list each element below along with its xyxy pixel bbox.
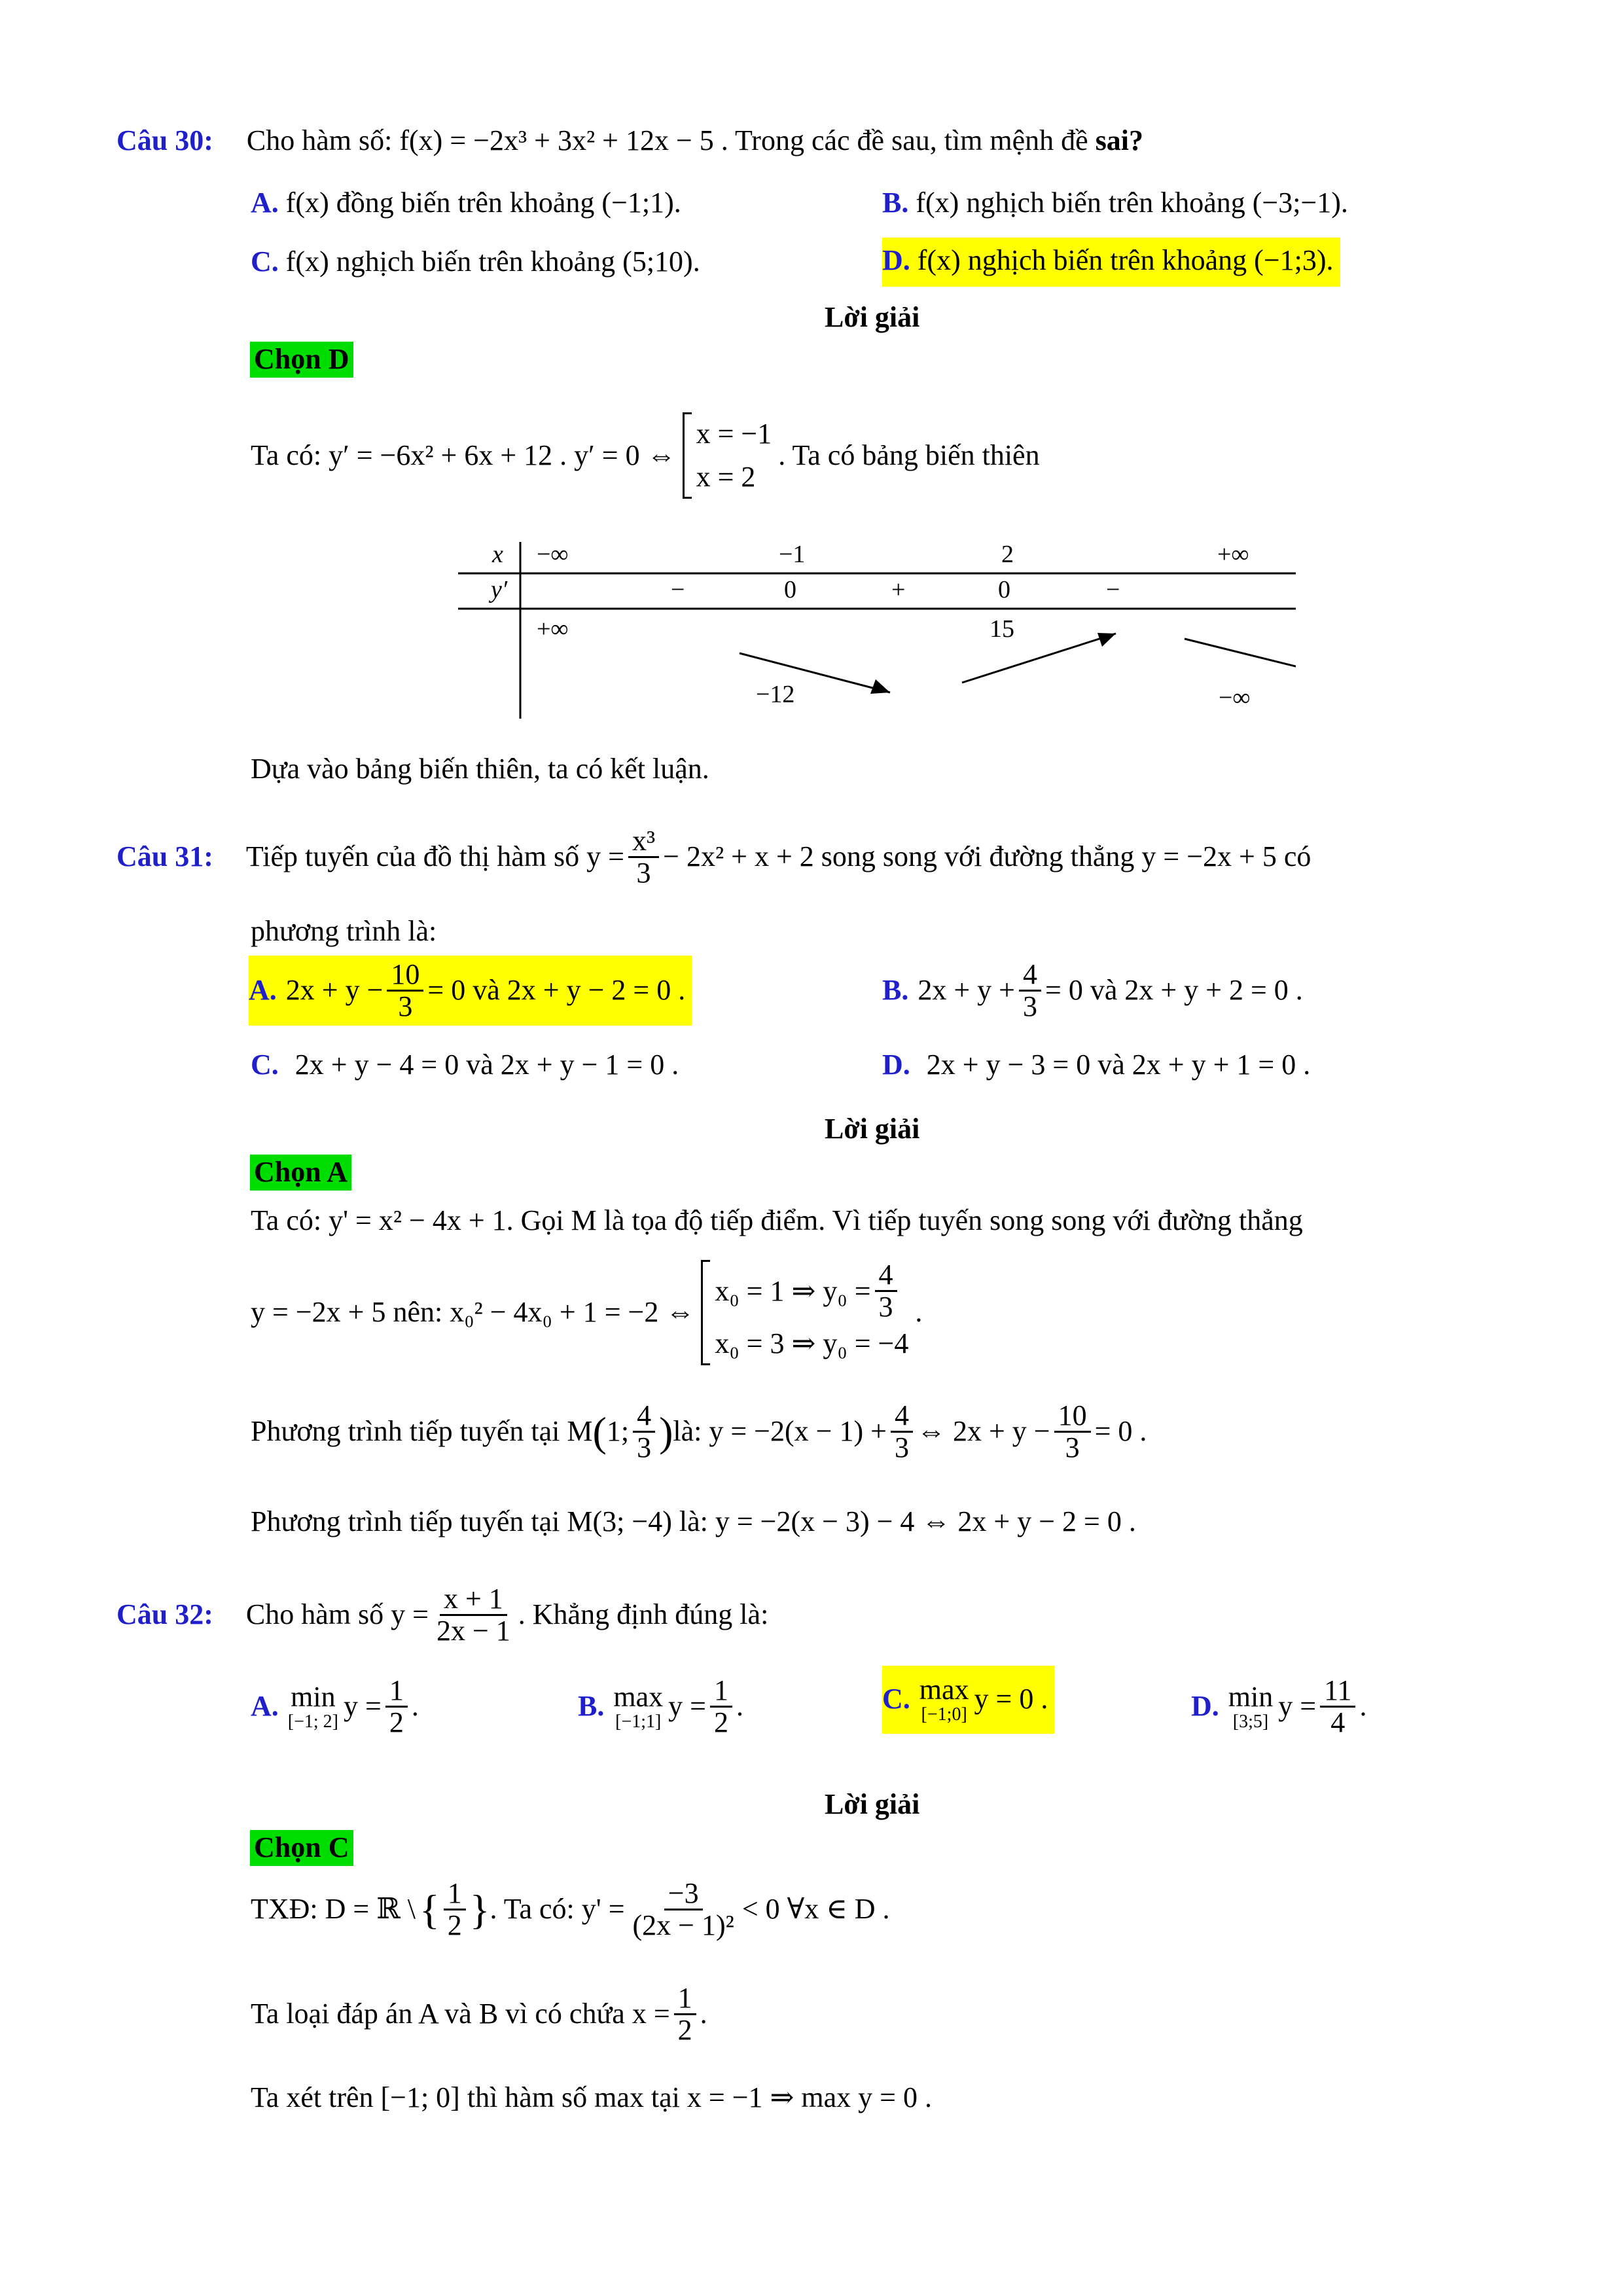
q31-stem-den: 3 [636, 857, 651, 889]
q31-solution-line-2-b: . [915, 1296, 923, 1329]
q30-derivative-text: Ta có: y′ = −6x² + 6x + 12 . y′ = 0 ⇔ [251, 439, 676, 471]
q32-set-num: 1 [444, 1878, 466, 1910]
q32-option-a-dot: . [411, 1690, 419, 1723]
variation-table [458, 542, 1296, 725]
q32-set-fraction [444, 1878, 466, 1941]
q30-stem-line [116, 124, 1143, 158]
table-y-minus-12: −12 [756, 681, 795, 708]
q31-option-a-num: 10 [387, 960, 423, 992]
q31-stem-a: Tiếp tuyến của đồ thị hàm số y = [245, 840, 624, 873]
q32-option-c[interactable] [882, 1666, 1054, 1734]
q32-option-d-lim: [3;5] [1232, 1712, 1269, 1732]
q31-system-row-2: x₀ = 3 ⇒ y₀ = −4 [715, 1327, 909, 1360]
q30-derivative-tail: . Ta có bảng biến thiên [778, 439, 1040, 471]
q31-option-a-den: 3 [398, 990, 413, 1023]
q32-option-a-text: y = [344, 1690, 382, 1723]
q32-derivative-num: −3 [664, 1878, 703, 1910]
q30-option-c[interactable] [251, 245, 700, 279]
q30-label: Câu 30: [116, 124, 213, 156]
q31-option-d[interactable] [882, 1049, 1310, 1082]
table-y-15: 15 [990, 615, 1014, 643]
q31-solution-line-3-b: là: y = −2(x − 1) + [673, 1415, 887, 1448]
q31-point-num: 4 [633, 1401, 655, 1433]
q32-option-c-text: y = 0 . [974, 1683, 1048, 1715]
q30-system-row-2: x = 2 [696, 461, 756, 493]
q32-option-b-fn: max [613, 1680, 664, 1713]
q32-option-b-operator [613, 1682, 663, 1732]
q32-solution-line-2-num: 1 [674, 1983, 696, 2015]
q32-option-d-operator [1228, 1682, 1273, 1732]
q32-option-b-text: y = [668, 1690, 706, 1723]
q30-option-b[interactable] [882, 187, 1348, 220]
table-x-neg-inf: −∞ [537, 541, 569, 568]
q32-option-b[interactable] [578, 1676, 743, 1738]
q32-solution-line-2-fraction [674, 1983, 696, 2045]
q31-system-row-1-num: 4 [875, 1260, 897, 1292]
q31-option-b-text-a: 2x + y + [918, 974, 1015, 1007]
q31-choice-badge: Chọn A [250, 1155, 351, 1191]
q30-derivative-line [251, 412, 1040, 499]
q32-option-d[interactable] [1191, 1676, 1366, 1738]
q32-option-d-dot: . [1359, 1690, 1367, 1723]
q31-point-paren-close: ) [659, 1408, 673, 1455]
q30-option-c-letter: C. [251, 245, 279, 278]
q32-option-d-text: y = [1278, 1690, 1317, 1723]
q32-solution-title: Lời giải [825, 1788, 920, 1820]
q31-solution-line-3-fraction-2 [1054, 1401, 1091, 1463]
q32-option-d-fraction [1320, 1676, 1355, 1738]
q30-option-d[interactable] [882, 238, 1340, 287]
q31-solution-line-3 [251, 1401, 1147, 1463]
table-sign-2: 0 [784, 576, 796, 603]
q32-solution-line-3: Ta xét trên [−1; 0] thì hàm số max tại x = −1 ⇒ max y = 0 . [251, 2081, 932, 2113]
q32-option-d-den: 4 [1330, 1706, 1346, 1739]
q32-stem-line [116, 1584, 768, 1646]
q31-solution-line-3-den-1: 3 [894, 1431, 909, 1464]
q32-solution-line-2 [251, 1983, 707, 2045]
q30-option-a[interactable] [251, 187, 681, 220]
q32-set-brace-open: { [419, 1886, 440, 1933]
q32-option-a-letter: A. [251, 1690, 279, 1723]
q32-solution-line-2-dot: . [700, 1998, 707, 2030]
q31-option-b-num: 4 [1019, 960, 1041, 992]
q31-option-b-fraction [1019, 960, 1041, 1022]
q31-stem-num: x³ [628, 826, 659, 858]
q32-set-brace-close: } [469, 1886, 490, 1933]
q32-solution-line-1-a: TXĐ: D = ℝ \ [251, 1893, 416, 1926]
table-sign-3: + [891, 576, 906, 603]
q32-option-b-fraction [710, 1676, 732, 1738]
q31-option-b-text-b: = 0 và 2x + y + 2 = 0 . [1045, 974, 1303, 1007]
table-sign-4: 0 [998, 576, 1010, 603]
q31-system-row-1 [715, 1260, 908, 1322]
q31-option-a[interactable] [249, 956, 692, 1026]
q32-option-b-letter: B. [578, 1690, 605, 1723]
q31-system-row-1-den: 3 [878, 1291, 893, 1323]
q31-option-a-fraction [387, 960, 423, 1022]
q31-option-c-letter: C. [251, 1049, 279, 1081]
q32-option-b-den: 2 [713, 1706, 728, 1739]
q31-option-c-text: 2x + y − 4 = 0 và 2x + y − 1 = 0 . [294, 1049, 679, 1081]
table-x-pos-inf: +∞ [1217, 541, 1249, 568]
q31-stem-c: phương trình là: [251, 915, 437, 947]
q31-system-row-1-fraction [875, 1260, 897, 1322]
q30-choice-badge: Chọn D [250, 342, 353, 378]
q32-stem-a: Cho hàm số y = [245, 1598, 429, 1631]
q31-solution-line-4: Phương trình tiếp tuyến tại M(3; −4) là: y = −2(x − 3) − 4 ⇔ 2x + y − 2 = 0 . [251, 1505, 1136, 1537]
q32-option-d-letter: D. [1191, 1690, 1219, 1723]
q31-solution-line-3-d: = 0 . [1094, 1415, 1147, 1448]
q31-option-b-den: 3 [1023, 990, 1037, 1023]
table-x-2: 2 [1001, 541, 1014, 568]
q30-option-c-text: f(x) nghịch biến trên khoảng (5;10). [285, 245, 700, 278]
q31-point-paren-open: ( [592, 1408, 607, 1455]
table-sign-1: − [671, 576, 685, 603]
q32-option-a-fraction [385, 1676, 408, 1738]
q32-option-a-num: 1 [385, 1676, 408, 1708]
q32-option-a-den: 2 [389, 1706, 404, 1739]
q31-option-c[interactable] [251, 1049, 679, 1082]
q31-option-d-letter: D. [882, 1049, 910, 1081]
q32-option-a[interactable] [251, 1676, 419, 1738]
table-row-x-label: x [492, 541, 503, 568]
q31-stem-line [116, 826, 1311, 888]
table-sign-5: − [1106, 576, 1120, 603]
q32-set-den: 2 [447, 1909, 462, 1942]
q32-option-d-fn: min [1228, 1680, 1274, 1713]
q31-option-d-text: 2x + y − 3 = 0 và 2x + y + 1 = 0 . [926, 1049, 1311, 1081]
q32-option-d-num: 11 [1320, 1676, 1355, 1708]
q31-option-a-text-a: 2x + y − [285, 974, 383, 1007]
q31-system [701, 1260, 908, 1365]
q32-option-b-dot: . [736, 1690, 743, 1723]
q31-solution-line-3-a: Phương trình tiếp tuyến tại M [251, 1415, 593, 1448]
table-y-pos-inf: +∞ [537, 615, 569, 643]
q30-conclusion: Dựa vào bảng biến thiên, ta có kết luận. [251, 753, 709, 785]
q32-option-b-num: 1 [710, 1676, 732, 1708]
q31-solution-line-1: Ta có: y' = x² − 4x + 1. Gọi M là tọa độ tiếp điểm. Vì tiếp tuyến song song với đường thẳng [251, 1204, 1303, 1236]
table-y-neg-inf: −∞ [1219, 684, 1251, 711]
q32-derivative-fraction [629, 1878, 738, 1941]
q30-option-b-letter: B. [882, 187, 909, 219]
q32-solution-line-1-c: < 0 ∀x ∈ D . [741, 1893, 890, 1926]
q30-option-d-text: f(x) nghịch biến trên khoảng (−1;3). [917, 244, 1334, 276]
q31-label: Câu 31: [116, 840, 213, 873]
table-x-minus-1: −1 [779, 541, 806, 568]
q32-option-c-letter: C. [882, 1683, 910, 1715]
q31-solution-line-3-num-2: 10 [1054, 1401, 1091, 1433]
q30-system [683, 412, 772, 499]
q30-option-a-letter: A. [251, 187, 279, 219]
q31-solution-line-2 [251, 1260, 922, 1365]
q31-option-b-letter: B. [882, 974, 909, 1007]
q31-solution-line-3-fraction-1 [891, 1401, 913, 1463]
q32-solution-line-2-a: Ta loại đáp án A và B vì có chứa x = [251, 1998, 670, 2030]
q32-option-a-lim: [−1; 2] [287, 1712, 338, 1732]
q32-option-a-operator [288, 1682, 338, 1732]
q31-point-den: 3 [637, 1431, 652, 1464]
q30-option-d-letter: D. [882, 244, 910, 276]
q31-system-row-1-a: x₀ = 1 ⇒ y₀ = [715, 1274, 871, 1307]
q31-point-fraction [633, 1401, 655, 1463]
q31-point-a: 1; [606, 1415, 630, 1448]
q30-system-row-1: x = −1 [696, 418, 772, 450]
q31-option-b[interactable] [882, 960, 1303, 1022]
q32-solution-line-1 [251, 1878, 890, 1941]
q32-option-a-fn: min [291, 1680, 336, 1713]
q32-option-c-fn: max [919, 1674, 969, 1706]
q32-derivative-den: (2x − 1)² [632, 1909, 734, 1942]
q32-stem-num: x + 1 [440, 1584, 507, 1616]
q32-choice-badge: Chọn C [250, 1830, 353, 1866]
q32-stem-fraction [433, 1584, 514, 1646]
q30-stem-bold: sai? [1095, 124, 1144, 156]
q32-stem-b: . Khẳng định đúng là: [518, 1598, 769, 1631]
q31-solution-line-3-den-2: 3 [1065, 1431, 1080, 1464]
q30-option-a-text: f(x) đồng biến trên khoảng (−1;1). [285, 187, 681, 219]
q32-option-c-operator [919, 1675, 969, 1725]
q31-stem-b: − 2x² + x + 2 song song với đường thẳng y = −2x + 5 có [663, 840, 1311, 873]
q30-option-b-text: f(x) nghịch biến trên khoảng (−3;−1). [916, 187, 1348, 219]
q31-solution-line-3-num-1: 4 [891, 1401, 913, 1433]
q32-option-c-lim: [−1;0] [921, 1704, 967, 1725]
q31-stem-fraction [628, 826, 659, 888]
q31-solution-title: Lời giải [825, 1113, 920, 1145]
q32-solution-line-1-b: . Ta có: y' = [490, 1893, 625, 1926]
q32-label: Câu 32: [116, 1598, 213, 1631]
q30-stem: Cho hàm số: f(x) = −2x³ + 3x² + 12x − 5 . Trong các đề sau, tìm mệnh đề [246, 124, 1096, 156]
q31-option-a-text-b: = 0 và 2x + y − 2 = 0 . [427, 974, 686, 1007]
q32-solution-line-2-den: 2 [677, 2014, 692, 2047]
q31-option-a-letter: A. [249, 974, 277, 1007]
q31-solution-line-3-c: ⇔ 2x + y − [916, 1415, 1050, 1448]
q32-stem-den: 2x − 1 [436, 1615, 510, 1647]
q31-solution-line-2-a: y = −2x + 5 nên: x₀² − 4x₀ + 1 = −2 ⇔ [251, 1296, 695, 1329]
q32-option-b-lim: [−1;1] [615, 1712, 662, 1732]
q30-solution-title: Lời giải [825, 301, 920, 333]
table-row-y-label: y′ [491, 576, 508, 603]
